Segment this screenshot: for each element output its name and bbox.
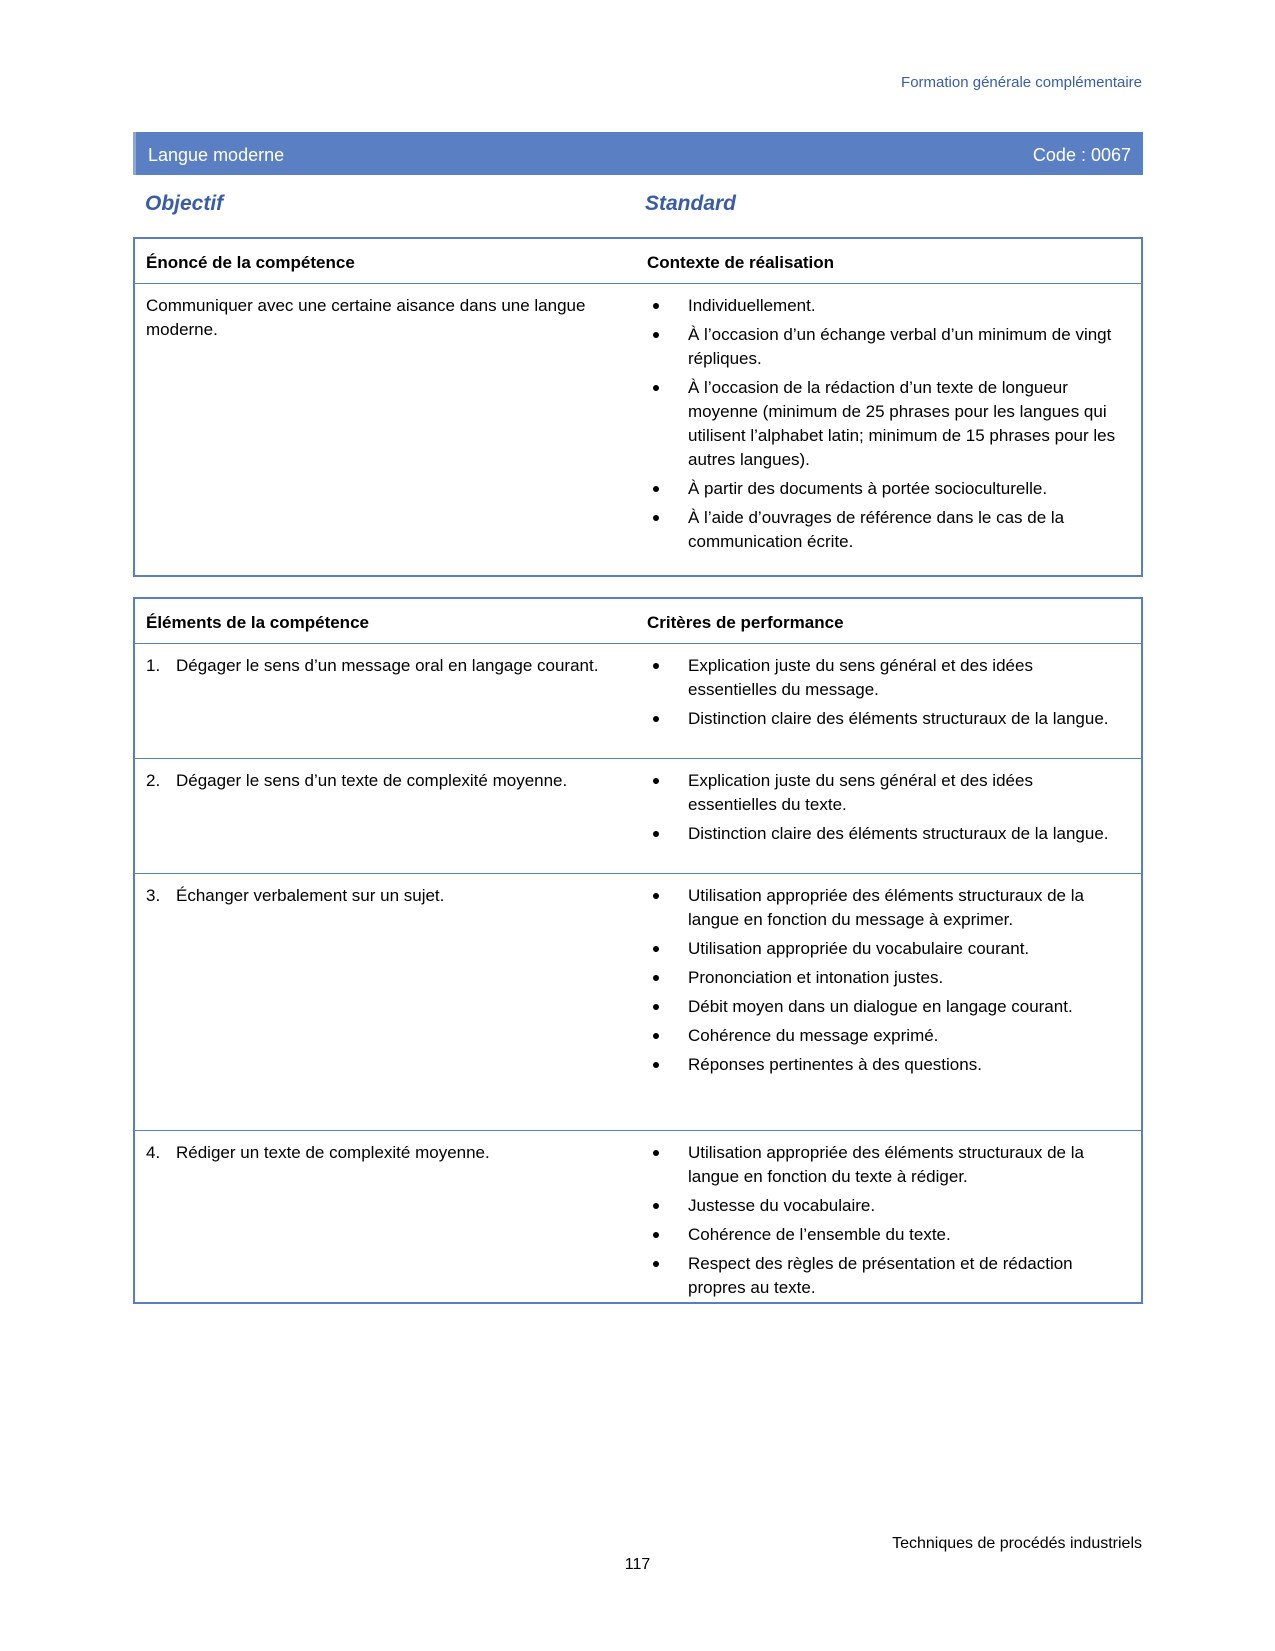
subject-title: Langue moderne: [148, 145, 285, 165]
criteria-item: Distinction claire des éléments structuraux de la langue.: [647, 822, 1117, 846]
element-item: [146, 654, 616, 678]
element-number: 4.: [146, 1143, 161, 1162]
criteria-item: Distinction claire des éléments structuraux de la langue.: [647, 707, 1117, 731]
criteria-list: [647, 769, 1117, 851]
objectif-label: Objectif: [145, 192, 224, 215]
title-bar: [133, 132, 1143, 175]
criteria-item: Utilisation appropriée des éléments structuraux de la langue en fonction du texte à rédiger.: [647, 1141, 1117, 1189]
element-item: [146, 769, 616, 793]
element-text: Rédiger un texte de complexité moyenne.: [176, 1143, 490, 1162]
context-list: [647, 294, 1117, 559]
criteria-item: Réponses pertinentes à des questions.: [647, 1053, 1117, 1077]
context-item: À partir des documents à portée socioculturelle.: [647, 477, 1117, 501]
table-row: [135, 874, 1141, 1131]
elements-table-header: [135, 599, 1141, 644]
criteria-item: Cohérence de l’ensemble du texte.: [647, 1223, 1117, 1247]
criteria-item: Prononciation et intonation justes.: [647, 966, 1117, 990]
table-row: [135, 1131, 1141, 1306]
table-row: [135, 644, 1141, 759]
competence-row: [135, 284, 1141, 576]
running-header: Formation générale complémentaire: [901, 74, 1142, 91]
context-item: À l’aide d’ouvrages de référence dans le cas de la communication écrite.: [647, 506, 1117, 554]
competence-table-header: [135, 239, 1141, 284]
criteria-item: Débit moyen dans un dialogue en langage courant.: [647, 995, 1117, 1019]
course-code: Code : 0067: [1032, 145, 1131, 165]
element-number: 2.: [146, 771, 161, 790]
standard-label: Standard: [645, 192, 737, 215]
criteria-list: [647, 884, 1117, 1082]
header-enonce: Énoncé de la compétence: [146, 253, 355, 272]
element-item: [146, 884, 616, 908]
running-footer: Techniques de procédés industriels: [892, 1535, 1142, 1552]
page-number: 117: [624, 1556, 651, 1573]
context-item: À l’occasion d’un échange verbal d’un minimum de vingt répliques.: [647, 323, 1117, 371]
criteria-item: Utilisation appropriée du vocabulaire courant.: [647, 937, 1117, 961]
criteria-item: Respect des règles de présentation et de rédaction propres au texte.: [647, 1252, 1117, 1300]
header-contexte: Contexte de réalisation: [647, 253, 835, 272]
element-text: Dégager le sens d’un message oral en langage courant.: [176, 656, 599, 675]
competence-table: [133, 237, 1143, 577]
criteria-item: Cohérence du message exprimé.: [647, 1024, 1117, 1048]
table-row: [135, 759, 1141, 874]
criteria-item: Justesse du vocabulaire.: [647, 1194, 1117, 1218]
elements-table: [133, 597, 1143, 1304]
competence-statement: Communiquer avec une certaine aisance dans une langue moderne.: [146, 296, 586, 339]
criteria-item: Explication juste du sens général et des idées essentielles du message.: [647, 654, 1117, 702]
context-item: Individuellement.: [647, 294, 1117, 318]
element-text: Échanger verbalement sur un sujet.: [176, 886, 445, 905]
header-criteres: Critères de performance: [647, 613, 844, 632]
element-number: 3.: [146, 886, 161, 905]
context-item: À l’occasion de la rédaction d’un texte de longueur moyenne (minimum de 25 phrases pour les langues qui utilisent l’alphabet latin; minimum de 15 phrases pour les autres langues).: [647, 376, 1117, 472]
element-item: [146, 1141, 616, 1165]
criteria-list: [647, 1141, 1117, 1305]
element-number: 1.: [146, 656, 161, 675]
header-elements: Éléments de la compétence: [146, 613, 369, 632]
criteria-item: Utilisation appropriée des éléments structuraux de la langue en fonction du message à exprimer.: [647, 884, 1117, 932]
criteria-item: Explication juste du sens général et des idées essentielles du texte.: [647, 769, 1117, 817]
element-text: Dégager le sens d’un texte de complexité moyenne.: [176, 771, 568, 790]
criteria-list: [647, 654, 1117, 736]
